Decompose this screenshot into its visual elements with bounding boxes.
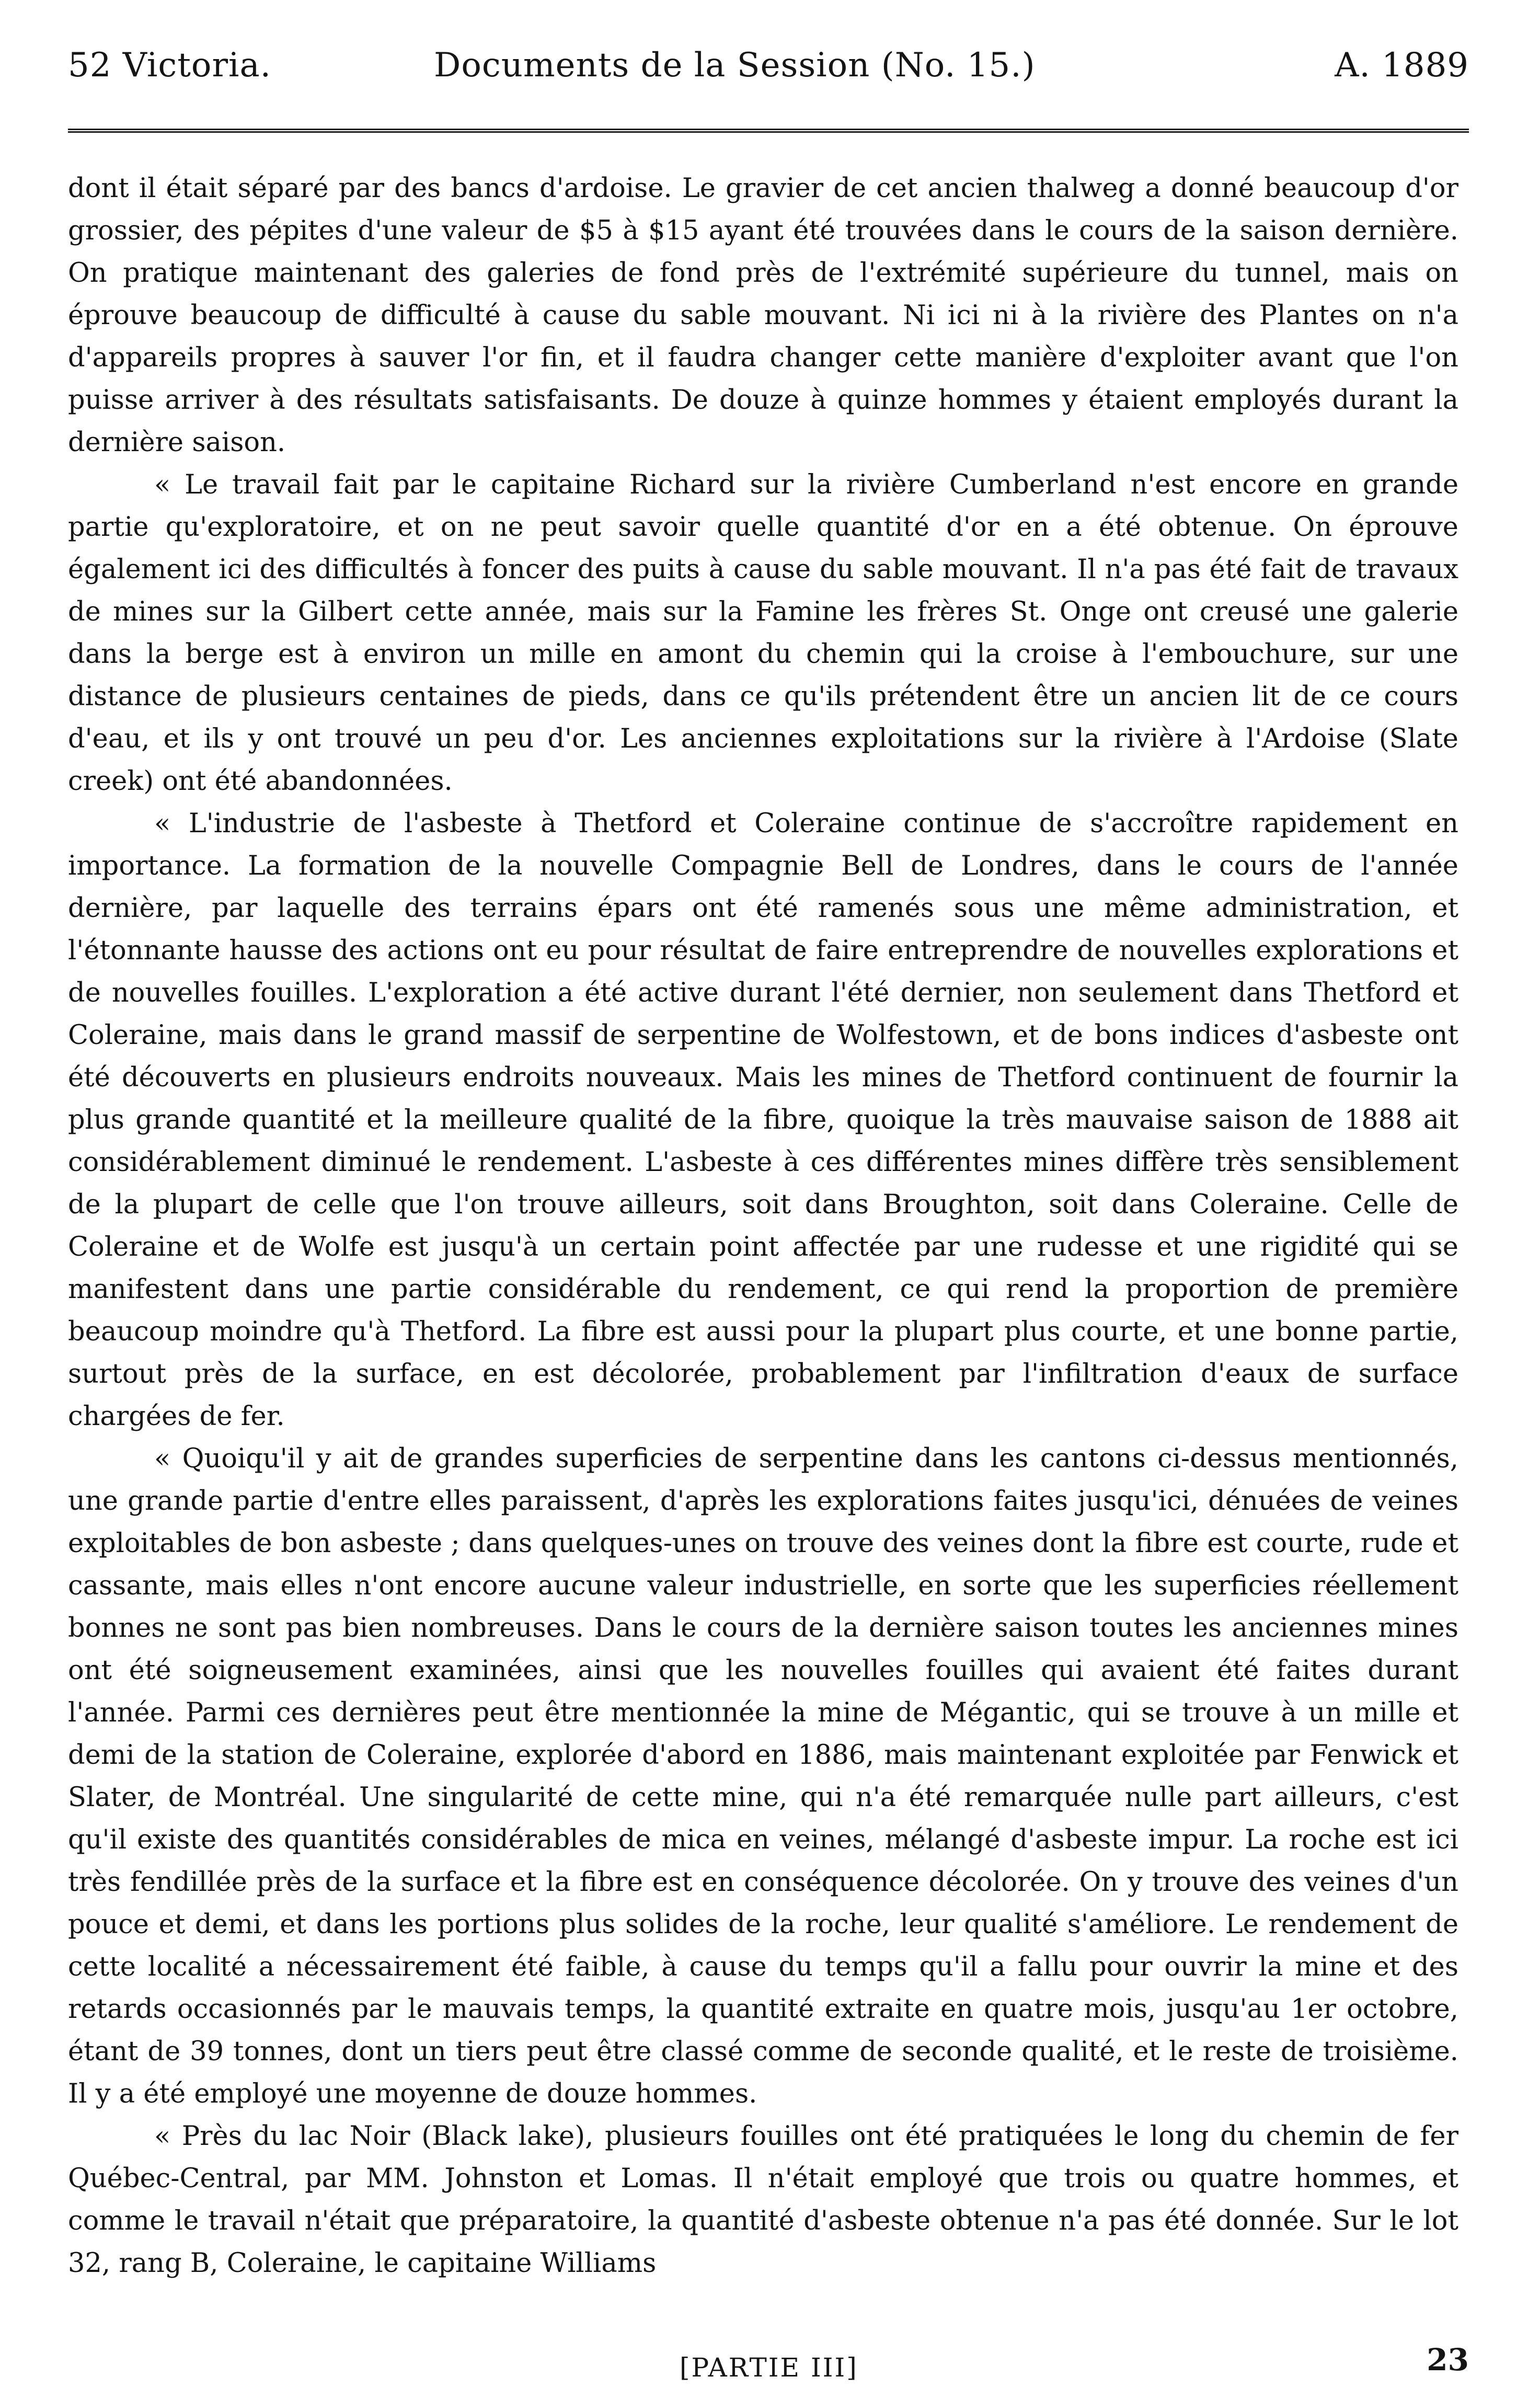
header-volume: 52 Victoria. <box>68 46 271 85</box>
paragraph: dont il était séparé par des bancs d'ardoise. Le gravier de cet ancien thalweg a donné beaucoup d'or grossier, des pépites d'une valeur de $5 à $15 ayant été trouvées dans le cours de la saison dernière. On pratique maintenant des galeries de fond près de l'extrémité supérieure du tunnel, mais on éprouve beaucoup de difficulté à cause du sable mouvant. Ni ici ni à la rivière des Plantes on n'a d'appareils propres à sauver l'or fin, et il faudra changer cette manière d'exploiter avant que l'on puisse arriver à des résultats satisfaisants. De douze à quinze hommes y étaient employés durant la dernière saison. <box>68 173 1458 458</box>
header-rule <box>68 129 1469 133</box>
header-year: A. 1889 <box>1335 46 1469 85</box>
page-number: 23 <box>1427 2342 1469 2378</box>
paragraph: « Quoiqu'il y ait de grandes superficies de serpentine dans les cantons ci-dessus mentionnés, une grande partie d'entre elles paraissent, d'après les explorations faites jusqu'ici, dénuées de veines exploitables de bon asbeste ; dans quelques-unes on trouve des veines dont la fibre est courte, rude et cassante, mais elles n'ont encore aucune valeur industrielle, en sorte que les superficies réellement bonnes ne sont pas bien nombreuses. Dans le cours de la dernière saison toutes les anciennes mines ont été soigneusement examinées, ainsi que les nouvelles fouilles qui avaient été faites durant l'année. Parmi ces dernières peut être mentionnée la mine de Mégantic, qui se trouve à un mille et demi de la station de Coleraine, explorée d'abord en 1886, mais maintenant exploitée par Fenwick et Slater, de Montréal. Une singularité de cette mine, qui n'a été remarquée nulle part ailleurs, c'est qu'il existe des quantités considérables de mica en veines, mélangé d'asbeste impur. La roche est ici très fendillée près de la surface et la fibre est en conséquence décolorée. On y trouve des veines d'un pouce et demi, et dans les portions plus solides de la roche, leur qualité s'améliore. Le rendement de cette localité a nécessairement été faible, à cause du temps qu'il a fallu pour ouvrir la mine et des retards occasionnés par le mauvais temps, la quantité extraite en quatre mois, jusqu'au 1er octobre, étant de 39 tonnes, dont un tiers peut être classé comme de seconde qualité, et le reste de troisième. Il y a été employé une moyenne de douze hommes. <box>68 1443 1458 2109</box>
page-header <box>68 37 1469 94</box>
paragraph: « L'industrie de l'asbeste à Thetford et Coleraine continue de s'accroître rapidement en importance. La formation de la nouvelle Compagnie Bell de Londres, dans le cours de l'année dernière, par laquelle des terrains épars ont été ramenés sous une même administration, et l'étonnante hausse des actions ont eu pour résultat de faire entreprendre de nouvelles explorations et de nouvelles fouilles. L'exploration a été active durant l'été dernier, non seulement dans Thetford et Coleraine, mais dans le grand massif de serpentine de Wolfestown, et de bons indices d'asbeste ont été découverts en plusieurs endroits nouveaux. Mais les mines de Thetford continuent de fournir la plus grande quantité et la meilleure qualité de la fibre, quoique la très mauvaise saison de 1888 ait considérablement diminué le rendement. L'asbeste à ces différentes mines diffère très sensiblement de la plupart de celle que l'on trouve ailleurs, soit dans Broughton, soit dans Coleraine. Celle de Coleraine et de Wolfe est jusqu'à un certain point affectée par une rudesse et une rigidité qui se manifestent dans une partie considérable du rendement, ce qui rend la proportion de première beaucoup moindre qu'à Thetford. La fibre est aussi pour la plupart plus courte, et une bonne partie, surtout près de la surface, en est décolorée, probablement par l'infiltration d'eaux de surface chargées de fer. <box>68 808 1458 1432</box>
header-title: Documents de la Session (No. 15.) <box>434 46 1036 85</box>
page-footer <box>68 2342 1469 2384</box>
body-text <box>68 167 1458 2284</box>
footer-partie: [ PARTIE III ] <box>680 2352 858 2383</box>
paragraph: « Près du lac Noir (Black lake), plusieurs fouilles ont été pratiquées le long du chemin de fer Québec-Central, par MM. Johnston et Lomas. Il n'était employé que trois ou quatre hommes, et comme le travail n'était que préparatoire, la quantité d'asbeste obtenue n'a pas été donnée. Sur le lot 32, rang B, Coleraine, le capitaine Williams <box>68 2121 1458 2279</box>
paragraph: « Le travail fait par le capitaine Richard sur la rivière Cumberland n'est encore en grande partie qu'exploratoire, et on ne peut savoir quelle quantité d'or en a été obtenue. On éprouve également ici des difficultés à foncer des puits à cause du sable mouvant. Il n'a pas été fait de travaux de mines sur la Gilbert cette année, mais sur la Famine les frères St. Onge ont creusé une galerie dans la berge est à environ un mille en amont du chemin qui la croise à l'embouchure, sur une distance de plusieurs centaines de pieds, dans ce qu'ils prétendent être un ancien lit de ce cours d'eau, et ils y ont trouvé un peu d'or. Les anciennes exploitations sur la rivière à l'Ardoise (Slate creek) ont été abandonnées. <box>68 469 1458 797</box>
